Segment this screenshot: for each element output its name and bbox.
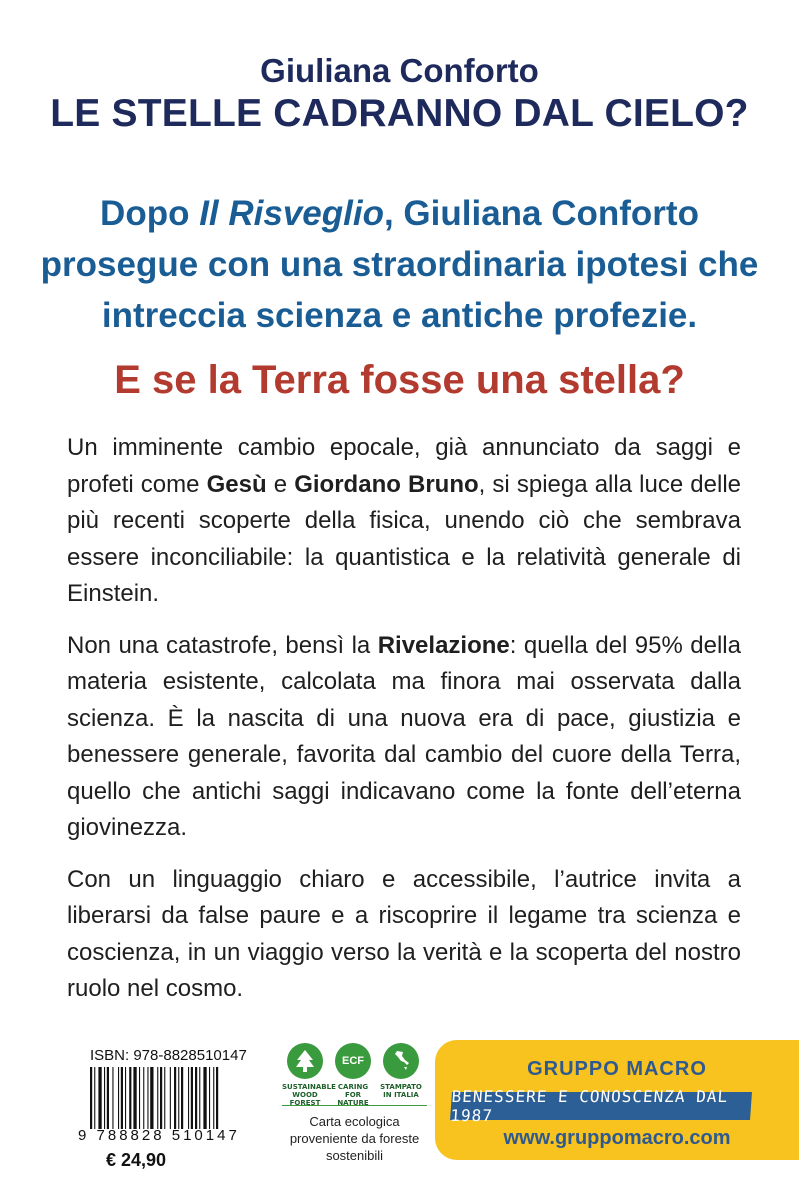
barcode-graphic xyxy=(90,1067,255,1129)
p2-bold-1: Rivelazione xyxy=(377,631,510,659)
subtitle xyxy=(30,188,769,341)
subtitle-prefix: Dopo xyxy=(100,194,200,233)
eco-item-wood xyxy=(282,1043,336,1107)
ecf-icon xyxy=(335,1043,371,1079)
eco-divider xyxy=(282,1105,427,1106)
eco-label-italy: STAMPATO IN ITALIA xyxy=(380,1083,422,1099)
book-title: LE STELLE CADRANNO DAL CIELO? xyxy=(50,92,749,135)
publisher-url: www.gruppomacro.com xyxy=(503,1127,731,1149)
p1-text-c: e xyxy=(266,470,295,498)
tree-icon xyxy=(287,1043,323,1079)
paragraph-1 xyxy=(67,430,741,613)
publisher-slogan: BENESSERE E CONOSCENZA DAL 1987 xyxy=(450,1092,752,1120)
p2-text-a: Non una catastrofe, bensì la xyxy=(67,631,378,659)
publisher-name: GRUPPO MACRO xyxy=(527,1058,707,1080)
eco-item-italy xyxy=(378,1043,424,1099)
isbn-label: ISBN: 978-8828510147 xyxy=(90,1047,247,1064)
ecf-badge-text: ECF xyxy=(342,1055,364,1067)
author-name: Giuliana Conforto xyxy=(260,52,539,89)
barcode-digits: 9 788828 510147 xyxy=(78,1127,240,1144)
subtitle-rest: , Giuliana Conforto prosegue con una straordinaria ipotesi che intreccia scienza e antiche profezie. xyxy=(40,194,759,335)
p1-bold-1: Gesù xyxy=(206,470,267,498)
p2-text-c: : quella del 95% della materia esistente, calcolata ma finora mai osservata dalla scienza. È la nascita di una nuova era di pace, giustizia e benessere generale, favorita dal cambio del cuore della Terra, quello che antichi saggi indicavano come la fonte dell’eterna giovinezza. xyxy=(67,631,741,841)
publisher-block xyxy=(435,1040,799,1160)
price: € 24,90 xyxy=(106,1150,167,1170)
p1-text-a: Un imminente cambio epocale, già annunciato da saggi e profeti come xyxy=(67,434,741,498)
question-heading: E se la Terra fosse una stella? xyxy=(114,358,685,402)
body-text xyxy=(67,430,741,1023)
eco-label-wood: SUSTAINABLE WOOD FOREST xyxy=(282,1083,336,1107)
paragraph-2 xyxy=(67,628,741,847)
eco-label-ecf: CARING FOR NATURE xyxy=(337,1083,369,1107)
italy-map-icon xyxy=(383,1043,419,1079)
eco-item-ecf xyxy=(330,1043,376,1107)
paragraph-3: Con un linguaggio chiaro e accessibile, l’autrice invita a liberarsi da false paure e a riscoprire il legame tra scienza e coscienza, in un viaggio verso la verità e la scoperta del nostro ruolo nel cosmo. xyxy=(67,865,741,1002)
eco-caption: Carta ecologica proveniente da foreste sostenibili xyxy=(289,1114,420,1163)
p1-text-d: , si spiega alla luce delle più recenti scoperte della fisica, unendo ciò che sembrava essere inconciliabile: la quantistica e la relatività generale di Einstein. xyxy=(67,470,742,607)
p1-bold-2: Giordano Bruno xyxy=(294,470,479,498)
subtitle-book: Il Risveglio xyxy=(199,194,384,233)
